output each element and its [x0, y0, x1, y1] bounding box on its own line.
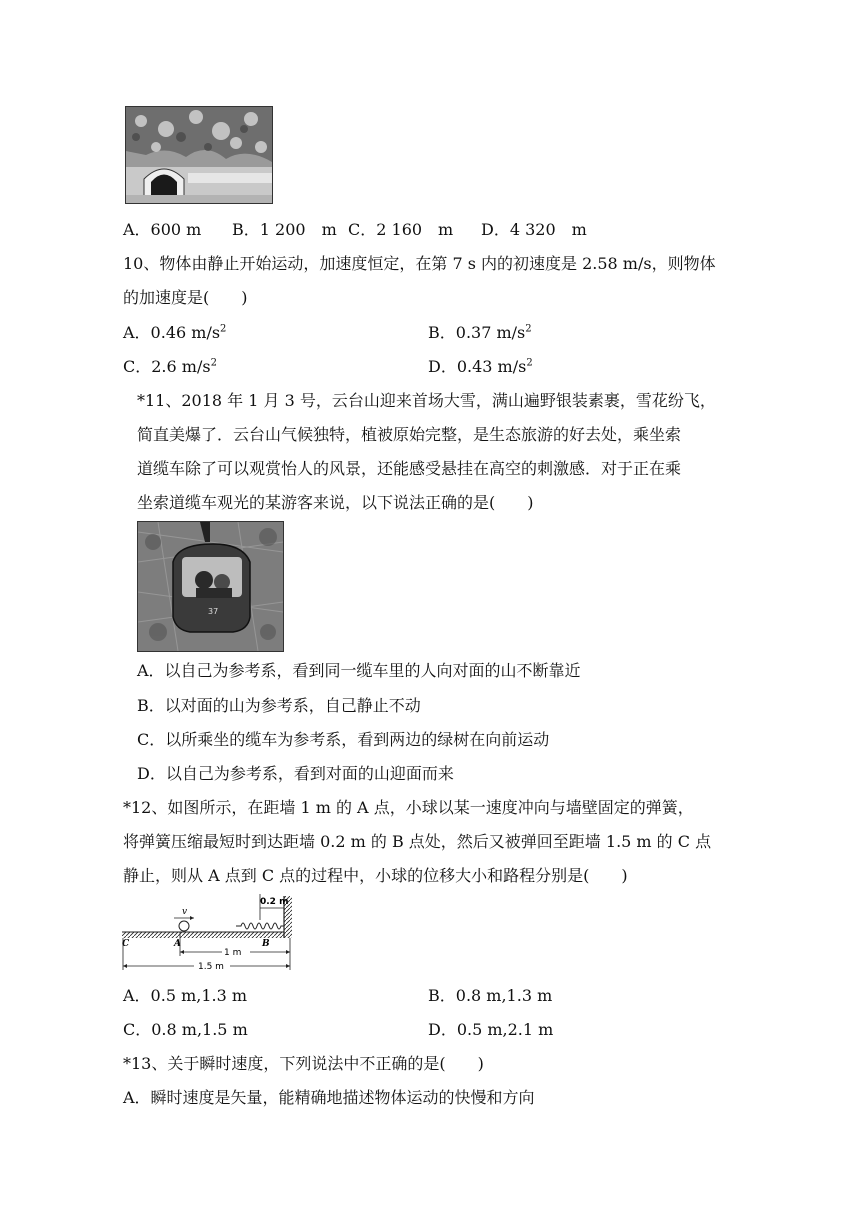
q12-option-a: A．0.5 m,1.3 m	[123, 986, 248, 1005]
q11-stem-line3: 道缆车除了可以观赏怡人的风景，还能感受悬挂在高空的刺激感．对于正在乘	[137, 459, 682, 478]
label-B: B	[262, 939, 270, 949]
q10-stem-line2: 的加速度是( )	[123, 288, 248, 307]
cable-car-number: 37	[208, 607, 219, 616]
spring-diagram	[118, 892, 300, 974]
tunnel-image	[126, 107, 272, 203]
q10-stem-line1: 10、物体由静止开始运动，加速度恒定，在第 7 s 内的初速度是 2.58 m/s，则物体	[123, 254, 716, 273]
label-C: C	[122, 939, 130, 949]
spring	[236, 923, 284, 929]
label-A: A	[174, 939, 181, 949]
q11-stem-line4: 坐索道缆车观光的某游客来说，以下说法正确的是( )	[137, 493, 534, 512]
q11-stem-line2: 简直美爆了．云台山气候独特，植被原始完整，是生态旅游的好去处，乘坐索	[137, 425, 682, 444]
q9-option-d: D．4 320 m	[481, 220, 587, 239]
q11-option-a: A．以自己为参考系，看到同一缆车里的人向对面的山不断靠近	[137, 661, 581, 680]
q12-stem-line1: *12、如图所示，在距墙 1 m 的 A 点，小球以某一速度冲向与墙壁固定的弹簧，	[123, 798, 694, 817]
q9-option-b: B．1 200 m	[232, 220, 337, 239]
q12-option-b: B．0.8 m,1.3 m	[428, 986, 553, 1005]
q9-option-a: A．600 m	[123, 220, 202, 239]
label-0.2m: 0.2 m	[260, 897, 289, 907]
q13-stem-line1: *13、关于瞬时速度，下列说法中不正确的是( )	[123, 1054, 484, 1073]
tunnel-photo	[125, 106, 273, 204]
q11-option-c: C．以所乘坐的缆车为参考系，看到两边的绿树在向前运动	[137, 730, 550, 749]
q12-option-c: C．0.8 m,1.5 m	[123, 1020, 248, 1039]
q12-stem-line3: 静止，则从 A 点到 C 点的过程中，小球的位移大小和路程分别是( )	[123, 866, 628, 885]
q11-option-b: B．以对面的山为参考系，自己静止不动	[137, 696, 421, 715]
q10-option-b: B．0.37 $m/s^2$	[428, 323, 532, 342]
q12-option-d: D．0.5 m,2.1 m	[428, 1020, 554, 1039]
q11-option-d: D．以自己为参考系，看到对面的山迎面而来	[137, 764, 454, 783]
q11-stem-line1: *11、2018 年 1 月 3 号，云台山迎来首场大雪，满山遍野银装素裹，雪花纷飞，	[137, 391, 716, 410]
ball	[179, 921, 189, 931]
cable-car-photo	[137, 521, 284, 652]
q10-option-d: D．0.43 $m/s^2$	[428, 357, 533, 376]
label-v: v	[182, 907, 188, 917]
label-1.5m: 1.5 m	[198, 962, 224, 972]
q9-option-c: C．2 160 m	[348, 220, 454, 239]
floor	[122, 932, 284, 938]
q10-option-c: C．2.6 $m/s^2$	[123, 357, 217, 376]
cable-car-image	[138, 522, 283, 651]
label-1m: 1 m	[224, 948, 242, 958]
q10-option-a: A．0.46 $m/s^2$	[123, 323, 227, 342]
q13-option-a: A．瞬时速度是矢量，能精确地描述物体运动的快慢和方向	[123, 1088, 535, 1107]
q12-stem-line2: 将弹簧压缩最短时到达距墙 0.2 m 的 B 点处，然后又被弹回至距墙 1.5 m 的 C 点	[123, 832, 712, 851]
